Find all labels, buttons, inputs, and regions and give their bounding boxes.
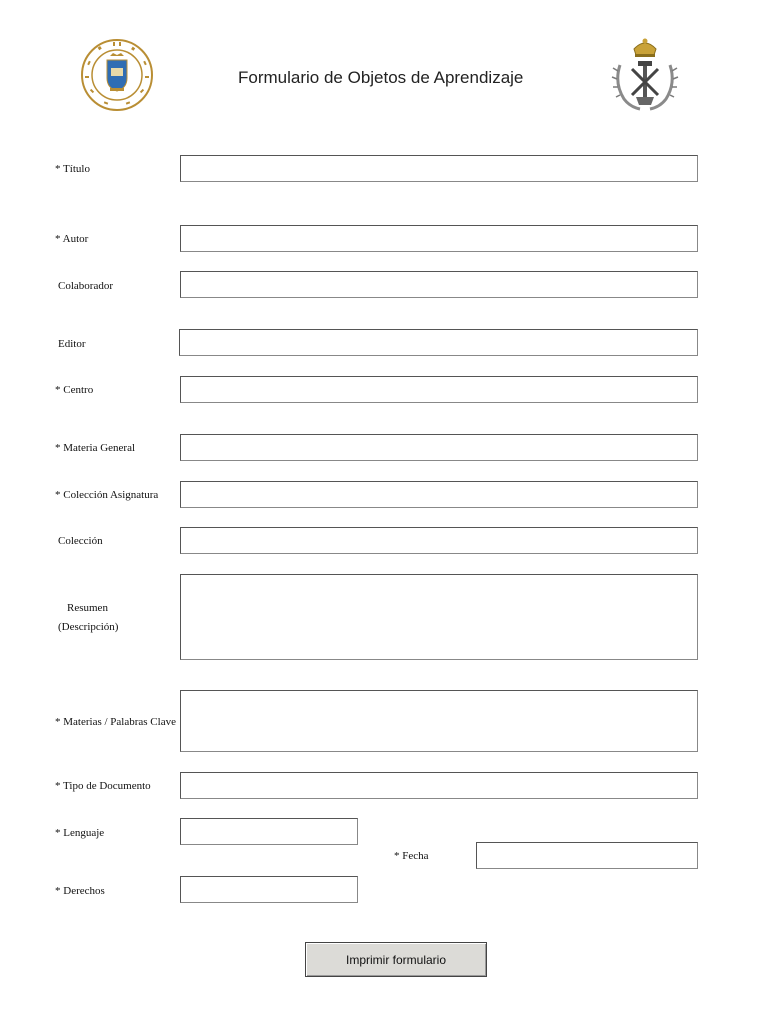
- lenguaje-field[interactable]: [180, 818, 358, 845]
- colaborador-label: Colaborador: [58, 280, 113, 292]
- autor-field[interactable]: [180, 225, 698, 252]
- descripcion-label: (Descripción): [58, 621, 119, 633]
- fecha-field[interactable]: [476, 842, 698, 869]
- materias-palabras-label: * Materias / Palabras Clave: [55, 716, 176, 728]
- coleccion-asignatura-label: * Colección Asignatura: [55, 489, 159, 501]
- print-form-button-label: Imprimir formulario: [345, 952, 446, 967]
- tipo-documento-field[interactable]: [180, 772, 698, 799]
- resumen-label: Resumen: [67, 602, 108, 614]
- tipo-documento-label: * Tipo de Documento: [55, 780, 151, 792]
- colaborador-field[interactable]: [180, 271, 698, 298]
- university-seal-icon: [80, 38, 154, 112]
- lenguaje-label: * Lenguaje: [55, 827, 105, 839]
- titulo-label: * Título: [55, 163, 90, 175]
- coleccion-asignatura-field[interactable]: [180, 481, 698, 508]
- centro-field[interactable]: [180, 376, 698, 403]
- page-title: Formulario de Objetos de Aprendizaje: [238, 68, 524, 87]
- editor-label: Editor: [58, 338, 86, 350]
- autor-label: * Autor: [55, 233, 89, 245]
- fecha-label: * Fecha: [394, 850, 429, 862]
- titulo-field[interactable]: [180, 155, 698, 182]
- materia-general-field[interactable]: [180, 434, 698, 461]
- coleccion-field[interactable]: [180, 527, 698, 554]
- derechos-field[interactable]: [180, 876, 358, 903]
- resumen-field[interactable]: [180, 574, 698, 660]
- materia-general-label: * Materia General: [55, 442, 136, 454]
- editor-field[interactable]: [179, 329, 698, 356]
- materias-palabras-field[interactable]: [180, 690, 698, 752]
- crest-icon: [610, 35, 680, 117]
- centro-label: * Centro: [55, 384, 94, 396]
- derechos-label: * Derechos: [55, 885, 105, 897]
- coleccion-label: Colección: [58, 535, 103, 547]
- print-form-button[interactable]: [305, 942, 487, 977]
